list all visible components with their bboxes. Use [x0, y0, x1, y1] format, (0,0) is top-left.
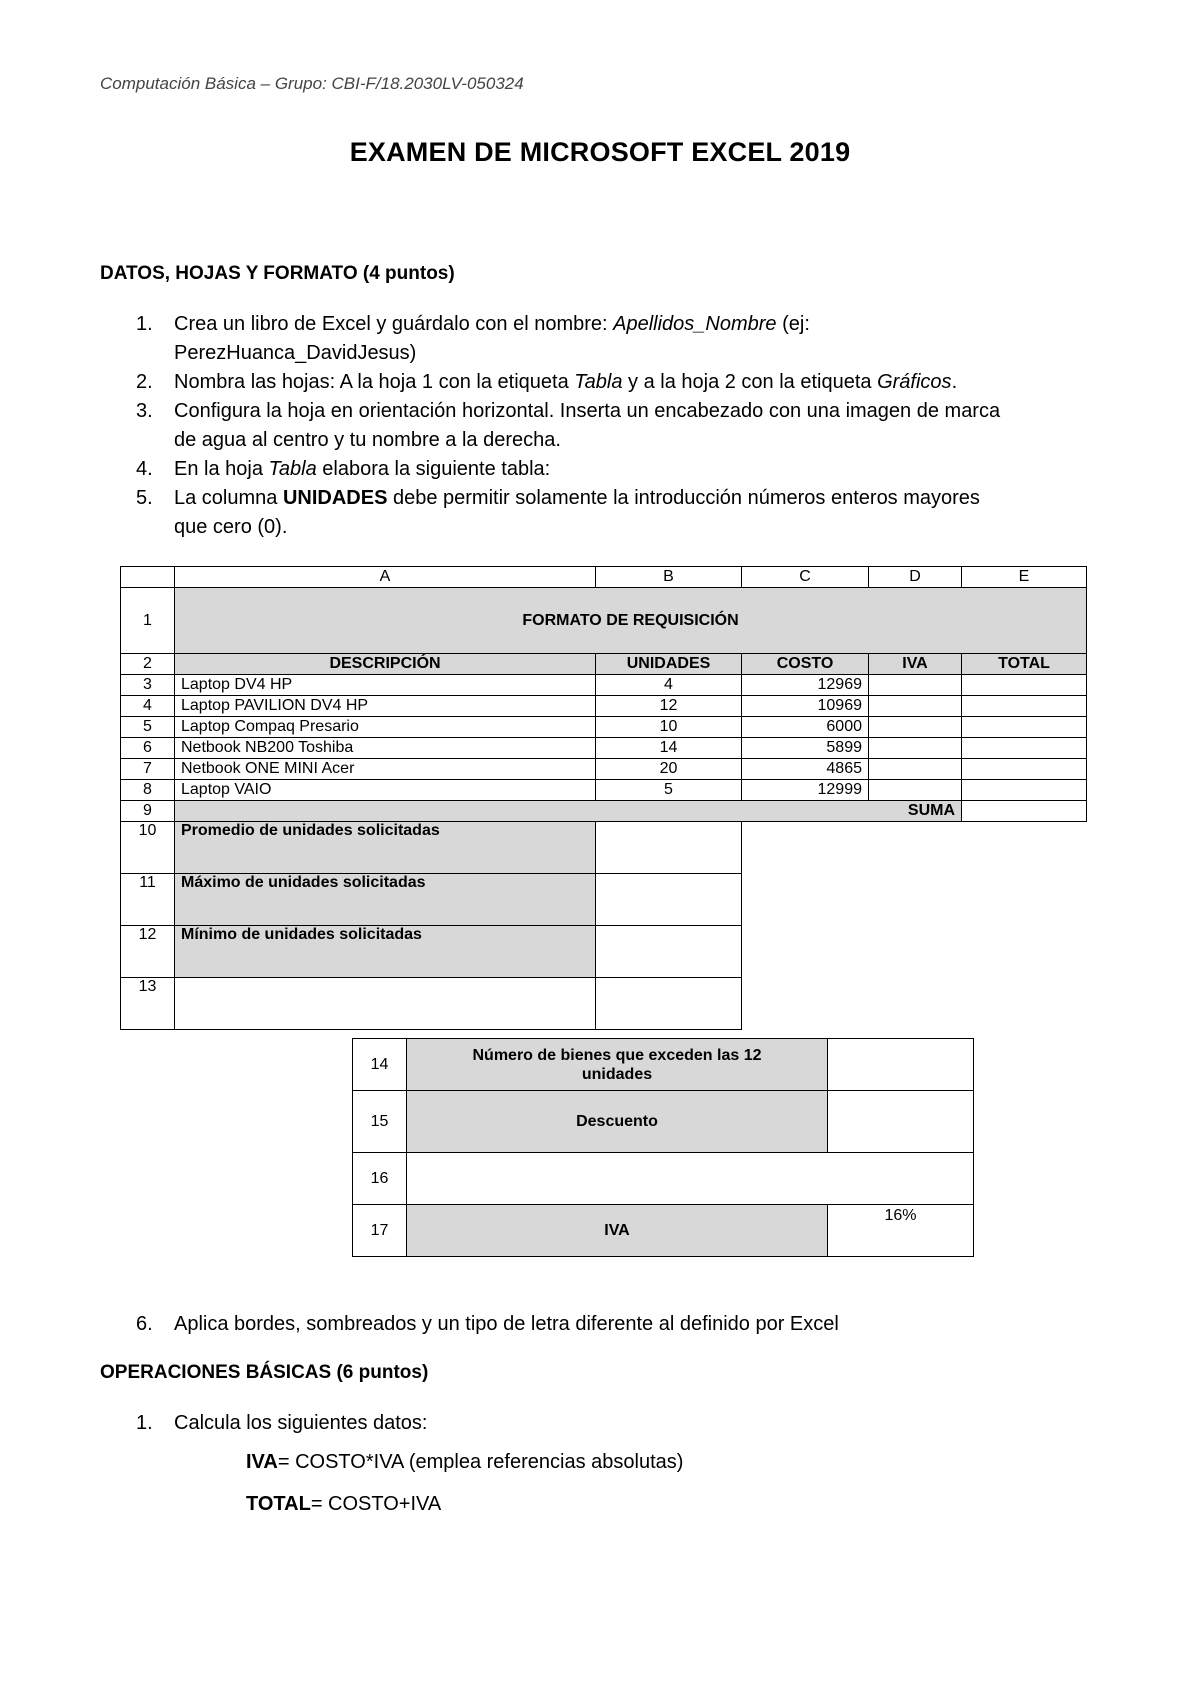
- cell-cost: 10969: [742, 696, 869, 717]
- table-row: [121, 738, 1087, 759]
- instruction-list-2: [100, 1310, 839, 1339]
- section-title-operaciones: OPERACIONES BÁSICAS (6 puntos): [100, 1362, 429, 1383]
- formula-iva: IVA= COSTO*IVA (emplea referencias absolutas): [246, 1451, 684, 1473]
- row-number: 2: [121, 654, 175, 675]
- row-number: 12: [121, 926, 175, 978]
- extras-table: [352, 1038, 974, 1257]
- header-total: TOTAL: [962, 654, 1087, 675]
- iva-rate-value: 16%: [828, 1205, 974, 1257]
- table-title: FORMATO DE REQUISICIÓN: [175, 588, 1087, 654]
- row-number: 14: [353, 1039, 407, 1091]
- cell-units: 14: [596, 738, 742, 759]
- cell-sum-total: [962, 801, 1087, 822]
- row-number: 6: [121, 738, 175, 759]
- section-title-datos: DATOS, HOJAS Y FORMATO (4 puntos): [100, 263, 455, 284]
- list-item: 3. Configura la hoja en orientación horizontal. Inserta un encabezado con una imagen de marca de agua al centro y tu nombre a la derecha.: [136, 400, 1001, 451]
- header-unidades: UNIDADES: [596, 654, 742, 675]
- row-number: 9: [121, 801, 175, 822]
- cell-units: 20: [596, 759, 742, 780]
- cell-units: 5: [596, 780, 742, 801]
- formula-total: TOTAL= COSTO+IVA: [246, 1493, 442, 1515]
- cell-iva: [869, 717, 962, 738]
- cell-total: [962, 738, 1087, 759]
- cell-cost: 12999: [742, 780, 869, 801]
- stat-value: [596, 926, 742, 978]
- stat-label: Máximo de unidades solicitadas: [175, 874, 596, 926]
- cell-iva: [869, 738, 962, 759]
- extra-value: [828, 1039, 974, 1091]
- stat-label: [175, 978, 596, 1030]
- row-number: 10: [121, 822, 175, 874]
- page-title: EXAMEN DE MICROSOFT EXCEL 2019: [349, 137, 851, 167]
- table-row: [121, 759, 1087, 780]
- stat-value: [596, 874, 742, 926]
- requisition-table: [120, 566, 1087, 1030]
- list-item: 1. Calcula los siguientes datos:: [136, 1412, 428, 1434]
- stat-row: [121, 978, 1087, 1030]
- stat-value: [596, 978, 742, 1030]
- column-header: C: [742, 567, 869, 588]
- stat-row: [121, 874, 1087, 926]
- header-iva: IVA: [869, 654, 962, 675]
- cell-total: [962, 696, 1087, 717]
- corner-cell: [121, 567, 175, 588]
- cell-cost: 5899: [742, 738, 869, 759]
- stat-label: Mínimo de unidades solicitadas: [175, 926, 596, 978]
- instruction-list-1: [100, 310, 1000, 542]
- table-row: [121, 717, 1087, 738]
- row-number: 5: [121, 717, 175, 738]
- stat-row: [121, 822, 1087, 874]
- row-number: 3: [121, 675, 175, 696]
- cell-description: Netbook NB200 Toshiba: [175, 738, 596, 759]
- table-row: [353, 1153, 974, 1205]
- cell-description: Laptop DV4 HP: [175, 675, 596, 696]
- row-number: 11: [121, 874, 175, 926]
- cell-iva: [869, 759, 962, 780]
- table-row: [353, 1205, 974, 1257]
- list-item: 5. La columna UNIDADES debe permitir solamente la introducción números enteros mayores que cero (0).: [136, 487, 980, 538]
- row-number: 13: [121, 978, 175, 1030]
- row-number: 8: [121, 780, 175, 801]
- header-costo: COSTO: [742, 654, 869, 675]
- cell-units: 10: [596, 717, 742, 738]
- cell-cost: 12969: [742, 675, 869, 696]
- row-number: 7: [121, 759, 175, 780]
- cell-total: [962, 780, 1087, 801]
- cell-description: Laptop Compaq Presario: [175, 717, 596, 738]
- list-item: 6. Aplica bordes, sombreados y un tipo de letra diferente al definido por Excel: [136, 1313, 839, 1335]
- sum-label: SUMA: [175, 801, 962, 822]
- table-row: [121, 780, 1087, 801]
- cell-description: Netbook ONE MINI Acer: [175, 759, 596, 780]
- column-header: D: [869, 567, 962, 588]
- table-row: [353, 1039, 974, 1091]
- stat-row: [121, 926, 1087, 978]
- table-row: [121, 675, 1087, 696]
- table-row: [353, 1091, 974, 1153]
- table-row: [121, 588, 1087, 654]
- stat-label: Promedio de unidades solicitadas: [175, 822, 596, 874]
- cell-iva: [869, 780, 962, 801]
- extra-value: [828, 1091, 974, 1153]
- cell-description: Laptop VAIO: [175, 780, 596, 801]
- table-row: [121, 696, 1087, 717]
- cell-iva: [869, 696, 962, 717]
- cell-iva: [869, 675, 962, 696]
- column-header-row: [121, 567, 1087, 588]
- cell-units: 4: [596, 675, 742, 696]
- cell-total: [962, 675, 1087, 696]
- column-header: E: [962, 567, 1087, 588]
- cell-cost: 4865: [742, 759, 869, 780]
- row-number: 15: [353, 1091, 407, 1153]
- row-number: 17: [353, 1205, 407, 1257]
- cell-total: [962, 759, 1087, 780]
- column-header: A: [175, 567, 596, 588]
- extra-label: Número de bienes que exceden las 12 unidades: [407, 1039, 828, 1091]
- sum-row: [121, 801, 1087, 822]
- table-header-row: [121, 654, 1087, 675]
- list-item: 1. Crea un libro de Excel y guárdalo con el nombre: Apellidos_Nombre (ej: PerezHuanca_DavidJesus): [136, 313, 810, 364]
- list-item: 2. Nombra las hojas: A la hoja 1 con la etiqueta Tabla y a la hoja 2 con la etiqueta Gráficos.: [136, 371, 958, 393]
- column-header: B: [596, 567, 742, 588]
- document-header: Computación Básica – Grupo: CBI-F/18.2030LV-050324: [100, 74, 524, 93]
- cell-total: [962, 717, 1087, 738]
- row-number: 4: [121, 696, 175, 717]
- cell-units: 12: [596, 696, 742, 717]
- extra-label: Descuento: [407, 1091, 828, 1153]
- header-descripcion: DESCRIPCIÓN: [175, 654, 596, 675]
- row-number: 1: [121, 588, 175, 654]
- list-item: 4. En la hoja Tabla elabora la siguiente tabla:: [136, 458, 551, 480]
- extra-label: [407, 1153, 974, 1205]
- row-number: 16: [353, 1153, 407, 1205]
- extra-label-iva: IVA: [407, 1205, 828, 1257]
- cell-description: Laptop PAVILION DV4 HP: [175, 696, 596, 717]
- cell-cost: 6000: [742, 717, 869, 738]
- stat-value: [596, 822, 742, 874]
- instruction-list-3: [100, 1409, 427, 1438]
